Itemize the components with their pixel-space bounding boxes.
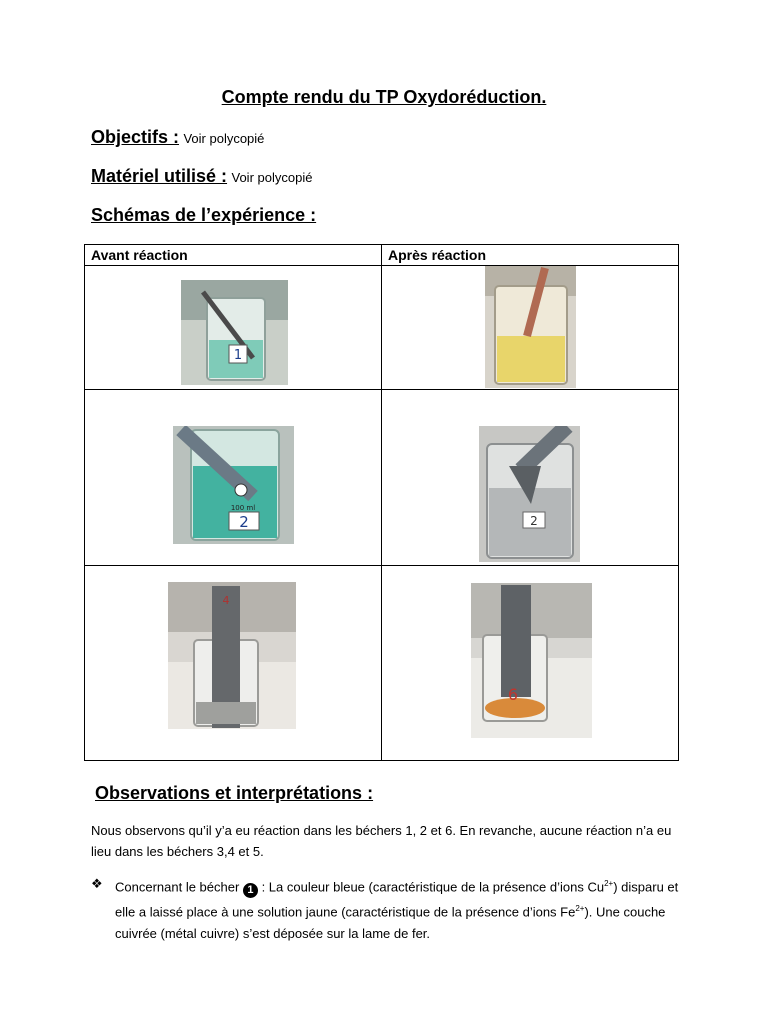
beaker-1-label: 1: [233, 348, 243, 364]
objectifs-line: [91, 127, 264, 148]
beaker-number-badge: 1: [243, 883, 258, 898]
beaker-photo-after-1: [485, 266, 576, 388]
header-before: Avant réaction: [85, 245, 382, 266]
beaker-4-label: 4: [222, 593, 230, 607]
bullet-text: [115, 873, 685, 944]
objectifs-value: Voir polycopié: [183, 131, 265, 146]
bullet-text-3: ). Une couche cuivrée (métal cuivre) s’est déposée sur la lame de fer.: [115, 904, 666, 941]
cell-after-1: [382, 266, 679, 390]
document-title: Compte rendu du TP Oxydoréduction.: [221, 87, 547, 107]
beaker-photo-before-2: [173, 426, 294, 544]
experiment-table: [84, 244, 679, 761]
observations-heading: Observations et interprétations :: [95, 783, 374, 803]
beaker-2-label: 2: [239, 513, 249, 532]
cell-after-2: [382, 390, 679, 565]
observations-paragraph: Nous observons qu’il y’a eu réaction dans les béchers 1, 2 et 6. En revanche, aucune réaction n’a eu lieu dans les béchers 3,4 et 5.: [91, 823, 672, 859]
materiel-line: [91, 166, 312, 187]
cell-before-2: [85, 390, 382, 565]
schemas-label: Schémas de l’expérience :: [91, 205, 317, 225]
beaker-2-volume: 100 ml: [230, 504, 256, 513]
materiel-value: Voir polycopié: [231, 170, 313, 185]
beaker-6-label: 6: [507, 684, 519, 704]
header-after: Après réaction: [382, 245, 679, 266]
cell-before-1: [85, 266, 382, 390]
beaker-photo-before-3: [168, 582, 296, 729]
bullet-text-1: : La couleur bleue (caractéristique de la présence d’ions Cu: [261, 879, 605, 895]
beaker-photo-after-2: [479, 426, 580, 562]
beaker-photo-after-3: [471, 583, 592, 738]
beaker-2-after-label: 2: [530, 514, 538, 529]
cu-charge: 2+: [604, 879, 614, 888]
beaker-photo-before-1: [181, 280, 288, 385]
fe-charge: 2+: [575, 904, 585, 914]
schemas-line: [91, 205, 316, 226]
cell-after-3: [382, 565, 679, 760]
materiel-label: Matériel utilisé :: [91, 166, 228, 186]
bullet-diamond-icon: ❖: [91, 876, 103, 891]
objectifs-label: Objectifs :: [91, 127, 180, 147]
bullet-prefix: Concernant le bécher: [115, 879, 240, 895]
bullet-text-2: ) disparu et elle a laissé place à une solution jaune (caractéristique de la présence d’ions Fe: [115, 879, 679, 920]
cell-before-3: [85, 565, 382, 760]
